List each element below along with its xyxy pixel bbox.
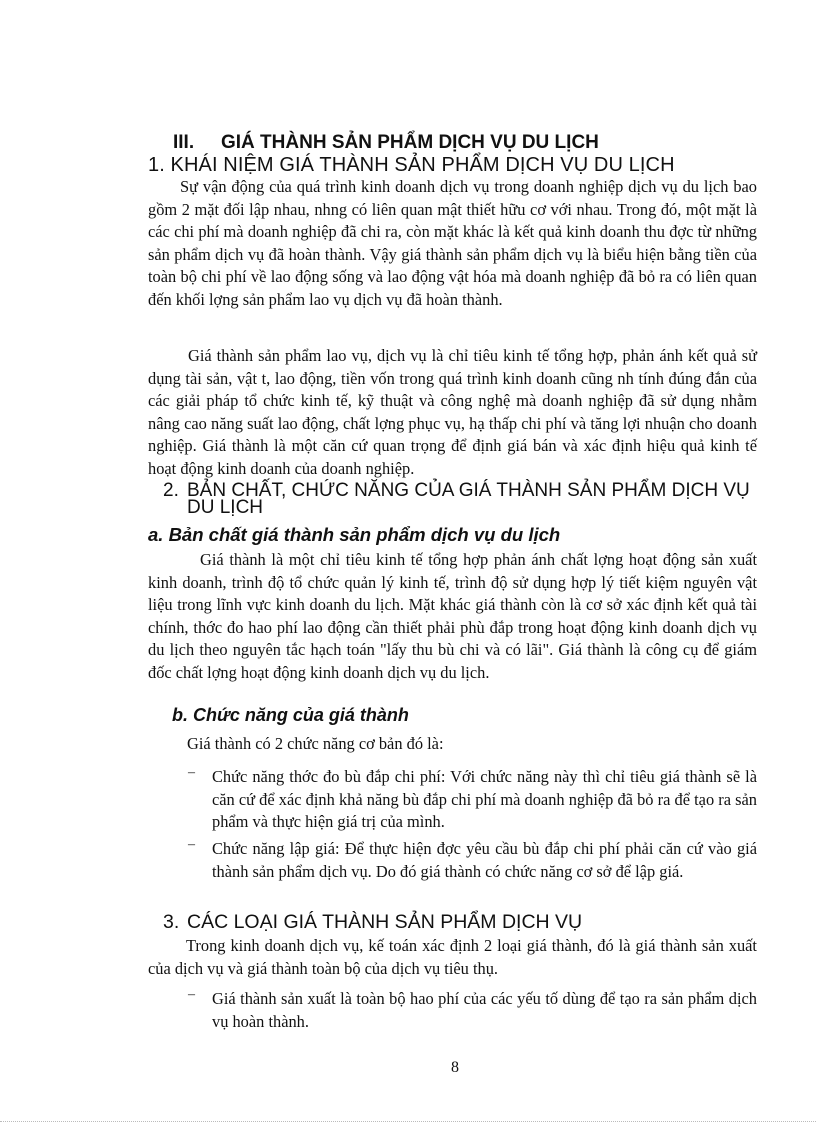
page-number: 8 [451, 1059, 459, 1076]
page-bottom-divider [0, 1121, 816, 1122]
list-item-text: Chức năng lập giá: Để thực hiện đợc yêu cầu bù đắp chi phí phải căn cứ vào giá thành sản phẩm dịch vụ. Do đó giá thành có chức năng cơ sở để lập giá. [212, 839, 757, 881]
bullet-dash-icon: – [188, 837, 195, 852]
subsection-b-heading: b. Chức năng của giá thành [172, 705, 409, 725]
subsection-a-paragraph: Giá thành là một chỉ tiêu kinh tế tổng hợp phản ánh chất lợng hoạt động sản xuất kinh doanh, trình độ tổ chức quản lý kinh tế, trình độ sử dụng hợp lý tiết kiệm nguyên vật liệu trong lĩnh vực kinh doanh du lịch. Mặt khác giá thành còn là cơ sở xác định kết quả tài chính, thớc đo hao phí lao động cần thiết phải phù đắp trong hoạt động kinh doanh dịch vụ du lịch theo nguyên tắc hạch toán "lấy thu bù chi và có lãi". Giá thành là công cụ để giám đốc chất lợng hoạt động kinh doanh dịch vụ du lịch. [148, 550, 757, 682]
main-heading-title: GIÁ THÀNH SẢN PHẨM DỊCH VỤ DU LỊCH [221, 132, 599, 153]
bullet-dash-icon: – [188, 987, 195, 1002]
section2-heading-line1: BẢN CHẤT, CHỨC NĂNG CỦA GIÁ THÀNH SẢN PHẨM DỊCH VỤ [187, 480, 750, 501]
section1-paragraph-2: Giá thành sản phẩm lao vụ, dịch vụ là chỉ tiêu kinh tế tổng hợp, phản ánh kết quả sử dụng tài sản, vật t, lao động, tiền vốn trong quá trình kinh doanh cũng nh tính đúng đắn của các giải pháp tổ chức kinh tế, kỹ thuật và công nghệ mà doanh nghiệp đã sử dụng nhằm nâng cao năng suất lao động, chất lợng phục vụ, hạ thấp chi phí và tăng lợi nhuận cho doanh nghiệp. Giá thành là một căn cứ quan trọng để định giá bán và xác định hiệu quả kinh tế hoạt động kinh doanh của doanh nghiệp. [148, 346, 757, 478]
main-heading-number: III. [173, 132, 195, 153]
section1-heading: 1. KHÁI NIỆM GIÁ THÀNH SẢN PHẨM DỊCH VỤ DU LỊCH [148, 154, 675, 176]
list-item [188, 765, 757, 834]
section3-paragraph: Trong kinh doanh dịch vụ, kế toán xác định 2 loại giá thành, đó là giá thành sản xuất của dịch vụ và giá thành toàn bộ của dịch vụ tiêu thụ. [148, 936, 757, 978]
list-item-text: Chức năng thớc đo bù đắp chi phí: Với chức năng này thì chỉ tiêu giá thành sẽ là căn cứ để xác định khả năng bù đắp chi phí mà doanh nghiệp đã bỏ ra để tạo ra sản phẩm và thực hiện giá trị của mình. [212, 767, 757, 832]
section2-number: 2. [163, 480, 179, 501]
bullet-dash-icon: – [188, 765, 195, 780]
section1-paragraph-1: Sự vận động của quá trình kinh doanh dịch vụ trong doanh nghiệp dịch vụ du lịch bao gồm 2 mặt đối lập nhau, nhng có liên quan mật thiết hữu cơ với nhau. Trong đó, một mặt là các chi phí mà doanh nghiệp đã chi ra, còn mặt khác là kết quả kinh doanh thu đợc từ những sản phẩm dịch vụ đã hoàn thành. Vậy giá thành sản phẩm dịch vụ là biểu hiện bằng tiền của toàn bộ chi phí về lao động sống và lao động vật hóa mà doanh nghiệp đã bỏ ra có liên quan đến khối lợng sản phẩm lao vụ dịch vụ đã hoàn thành. [148, 177, 757, 309]
list-item [188, 987, 757, 1033]
section2-heading-line2: DU LỊCH [187, 497, 264, 518]
subsection-b-intro: Giá thành có 2 chức năng cơ bản đó là: [187, 734, 444, 753]
section3-heading-text: CÁC LOẠI GIÁ THÀNH SẢN PHẨM DỊCH VỤ [187, 911, 583, 933]
list-item [188, 837, 757, 883]
section3-heading [163, 911, 763, 934]
subsection-a-heading: a. Bản chất giá thành sản phẩm dịch vụ du lịch [148, 524, 561, 545]
section3-number: 3. [163, 911, 180, 933]
section2-heading [163, 482, 763, 516]
list-item-text: Giá thành sản xuất là toàn bộ hao phí của các yếu tố dùng để tạo ra sản phẩm dịch vụ hoàn thành. [212, 989, 757, 1031]
main-heading [173, 132, 773, 154]
